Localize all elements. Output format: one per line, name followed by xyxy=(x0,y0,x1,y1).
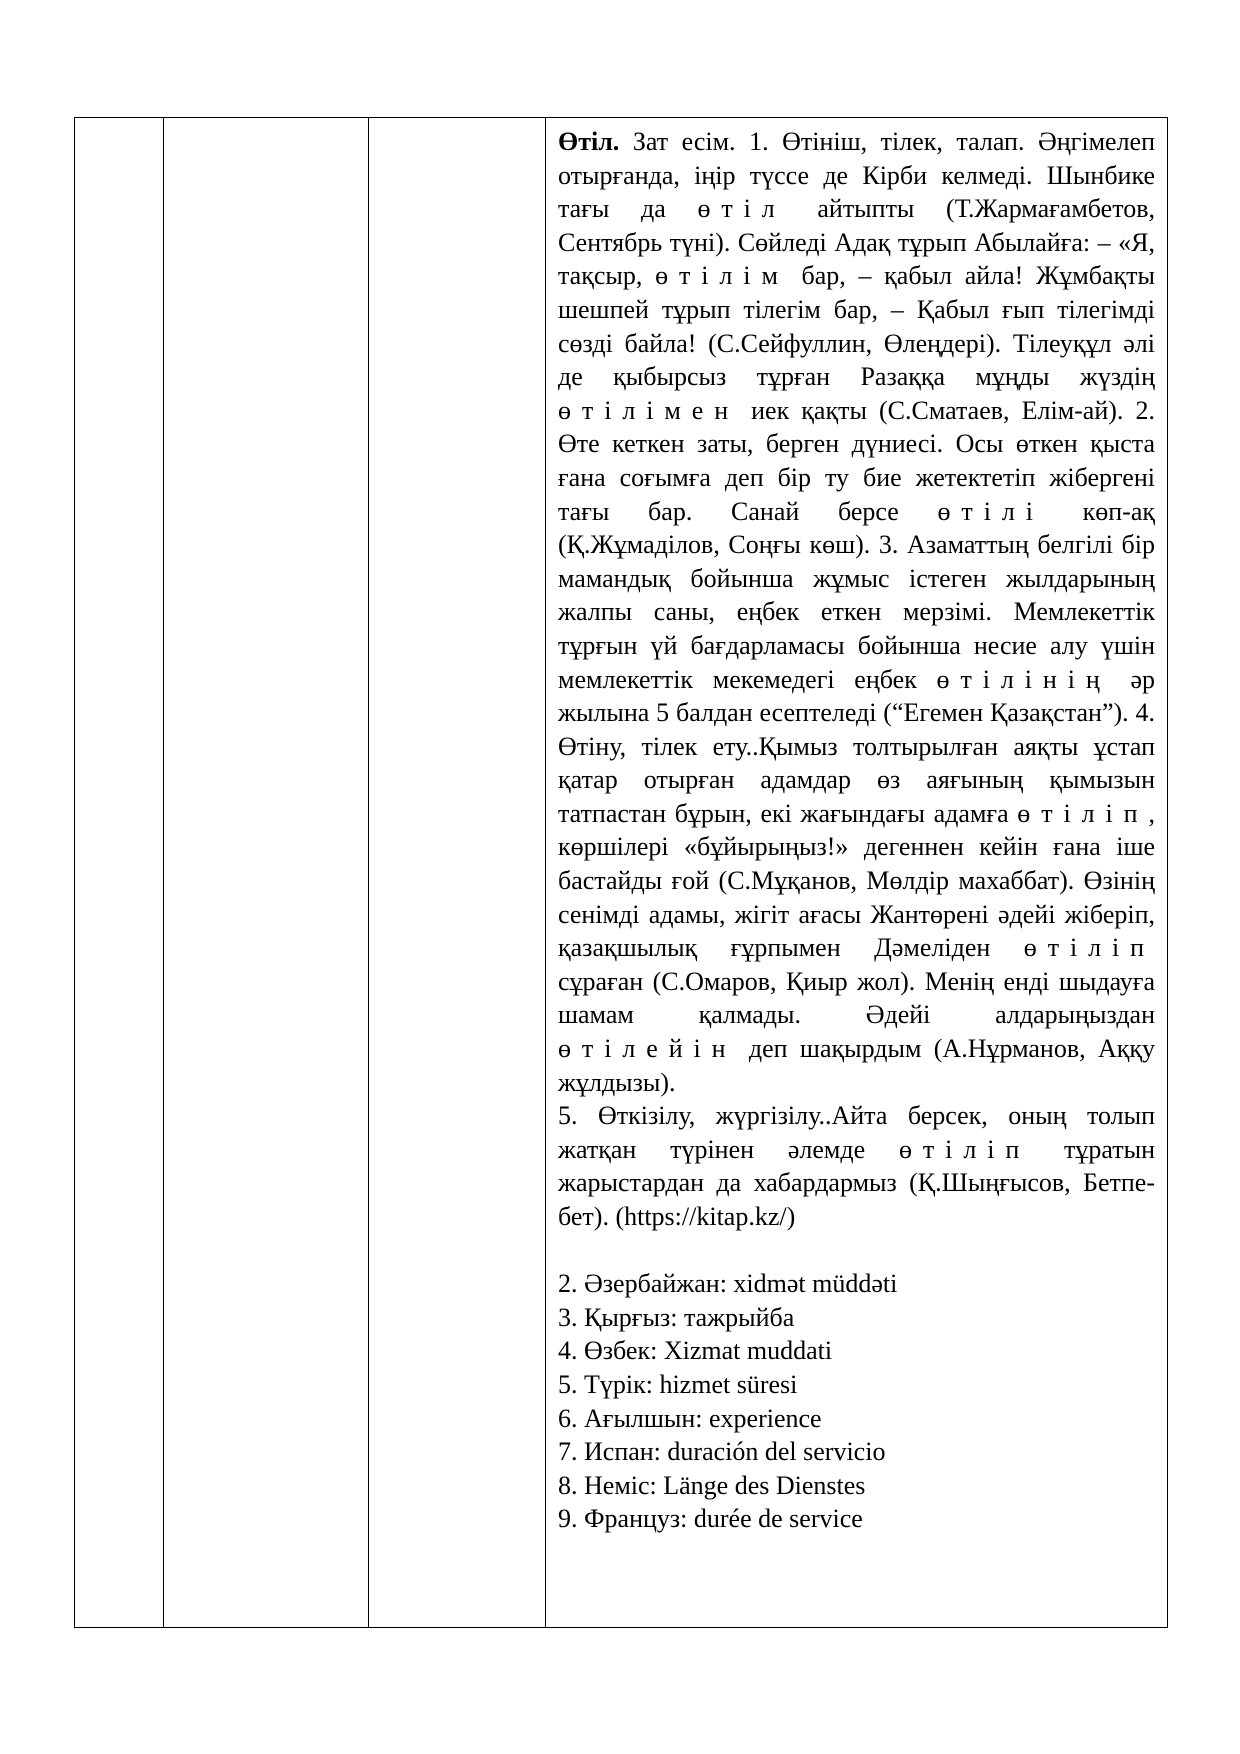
entry-text-segment: иек қақты (С.Сматаев, Елім-ай). 2. Өте кеткен заты, берген дүниесі. Осы өткен қыста ғана соғымға деп бір ту бие жетектетіп жібергені тағы бар. Санай берсе xyxy=(558,395,1155,526)
table-column-entry xyxy=(546,118,1167,1627)
entry-text-segment: деп шақырдым (А.Нұрманов, Аққу жұлдызы). xyxy=(558,1034,1155,1097)
translation-item: 3. Қырғыз: тажрыйба xyxy=(558,1302,795,1332)
table-column-2 xyxy=(164,118,369,1627)
entry-text-segment: 5. Өткізілу, жүргізілу..Айта берсек, оның толып жатқан түрінен әлемде xyxy=(558,1101,1155,1164)
translation-item: 8. Неміс: Länge des Dienstes xyxy=(558,1470,866,1500)
translation-item: 7. Испан: duración del servicio xyxy=(558,1437,886,1467)
table-column-3 xyxy=(369,118,546,1627)
translation-item: 4. Өзбек: Xizmat muddati xyxy=(558,1336,833,1366)
entry-text-segment: әр жылына 5 балдан есептеледі (“Егемен Қазақстан”). 4. Өтіну, тілек ету..Қымыз толтырылған аяқты ұстап қатар отырған адамдар өз аяғының қымызын татпастан бұрын, екі жағындағы адамға xyxy=(558,664,1156,828)
spaced-example-word: өтіліп xyxy=(1017,798,1149,828)
spaced-example-word: өтілім xyxy=(655,261,789,291)
spaced-example-word: өтілінің xyxy=(936,664,1111,694)
spaced-example-word: өтіліп xyxy=(1023,933,1155,963)
translation-item: 2. Әзербайжан: xidmət müddəti xyxy=(558,1269,898,1299)
entry-sense-5 xyxy=(558,1099,1155,1233)
entry-text-segment: сұраған (С.Омаров, Қиыр жол). Менің енді шыдауға шамам қалмады. Әдейі алдарыңыздан xyxy=(558,966,1155,1030)
entry-text-segment: бар, – қабыл айла! Жұмбақты шешпей тұрып тілегім бар, – Қабыл ғып тілегімді сөзді байла! (С.Сейфуллин, Өлеңдері). Тілеуқұл әлі де қыбырсыз тұрған Разаққа мұңды жүздің xyxy=(558,261,1155,392)
spaced-example-word: өтіл xyxy=(697,194,786,224)
translations-list xyxy=(558,1267,1155,1536)
spaced-example-word: өтілі xyxy=(937,496,1044,526)
entry-definition xyxy=(558,125,1155,1099)
spacer xyxy=(558,1234,1155,1268)
translation-item: 6. Ағылшын: experience xyxy=(558,1403,822,1433)
spaced-example-word: өтілейін xyxy=(558,1034,737,1064)
translation-item: 9. Француз: durée de service xyxy=(558,1504,863,1534)
entry-text-segment: Зат есім. 1. Өтініш, тілек, талап. Әңгімелеп отырғанда, іңір түссе де Кірби келмеді. Шынбике тағы да xyxy=(558,127,1155,224)
translation-item: 5. Түрік: hizmet süresi xyxy=(558,1369,798,1399)
spaced-example-word: өтіліп xyxy=(898,1134,1031,1164)
table-column-1 xyxy=(75,118,164,1627)
spaced-example-word: өтілімен xyxy=(558,395,740,425)
entry-text-segment: көп-ақ (Қ.Жұмаділов, Соңғы көш). 3. Азаматтың белгілі бір мамандық бойынша жұмыс істеген жылдарының жалпы саны, еңбек еткен мерзімі. Мемлекеттік тұрғын үй бағдарламасы бойынша несие алу үшін мемлекеттік мекемедегі еңбек xyxy=(558,496,1155,694)
entry-text-segment: тұратын жарыстардан да хабардармыз (Қ.Шыңғысов, Бетпе-бет). (https://kitap.kz/) xyxy=(558,1134,1155,1231)
entry-text-segment: , көршілері «бұйырыңыз!» дегеннен кейін ғана іше бастайды ғой (С.Мұқанов, Мөлдір махаббат). Өзінің сенімді адамы, жігіт ағасы Жантөрені әдейі жіберіп, қазақшылық ғұрпымен Дәмеліден xyxy=(558,798,1155,963)
headword: Өтіл. xyxy=(558,127,620,156)
entry-text-segment: айтыпты (Т.Жармағамбетов, Сентябрь түні). Сөйледі Адақ тұрып Абылайға: – «Я, тақсыр, xyxy=(558,194,1155,291)
dictionary-table xyxy=(74,117,1168,1628)
